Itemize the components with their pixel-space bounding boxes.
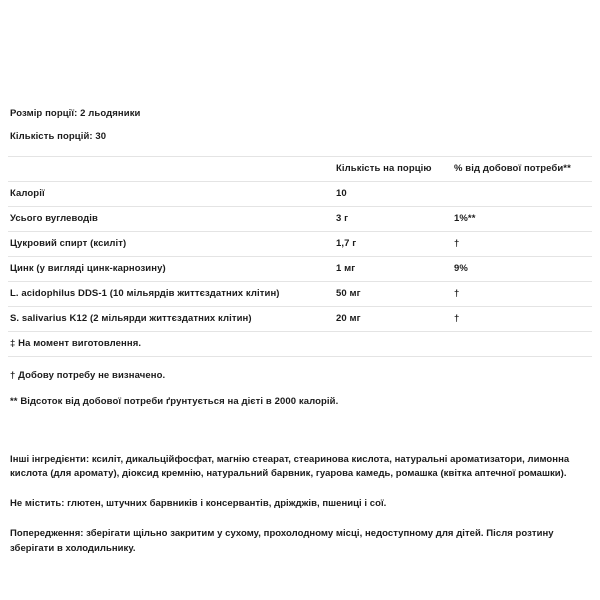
table-header <box>8 156 592 181</box>
nutrient-amount: 20 мг <box>334 306 452 331</box>
nutrient-amount: 1 мг <box>334 256 452 281</box>
nutrient-name: Цукровий спирт (ксиліт) <box>8 231 334 256</box>
nutrient-name: Цинк (у вигляді цинк-карнозину) <box>8 256 334 281</box>
column-header-percent-daily-value: % від добової потреби** <box>452 156 592 181</box>
serving-info <box>8 0 592 143</box>
table-row <box>8 206 592 231</box>
free-from-paragraph: Не містить: глютен, штучних барвників і консервантів, дріжджів, пшениці і сої. <box>10 498 387 509</box>
footnotes <box>8 370 592 408</box>
nutrient-amount: 3 г <box>334 206 452 231</box>
nutrient-name: L. acidophilus DDS-1 (10 мільярдів життєздатних клітин) <box>8 281 334 306</box>
label-paragraphs <box>8 453 592 556</box>
nutrient-name: Усього вуглеводів <box>8 206 334 231</box>
column-header-nutrient <box>8 156 334 181</box>
servings-per-container-line: Кількість порцій: 30 <box>10 130 107 142</box>
nutrient-daily-value: † <box>452 306 592 331</box>
footnote-percent-daily-value-basis: ** Відсоток від добової потреби ґрунтується на дієті в 2000 калорій. <box>10 395 339 407</box>
nutrient-name: Калорії <box>8 181 334 206</box>
nutrient-amount: 50 мг <box>334 281 452 306</box>
other-ingredients-paragraph: Інші інгредієнти: ксиліт, дикальційфосфат, магнію стеарат, стеаринова кислота, натуральні ароматизатори, лимонна кислота (для аромату), діоксид кремнію, натуральний барвник, гуарова камедь, ромашка (квітка аптечної ромашки). <box>10 453 570 479</box>
warning-paragraph: Попередження: зберігати щільно закритим у сухому, прохолодному місці, недоступному для дітей. Після розтину зберігати в холодильнику. <box>10 528 554 554</box>
nutrient-amount: 1,7 г <box>334 231 452 256</box>
column-header-amount-per-serving: Кількість на порцію <box>334 156 452 181</box>
table-row <box>8 256 592 281</box>
nutrient-daily-value <box>452 181 592 206</box>
nutrient-name: S. salivarius K12 (2 мільярди життєздатних клітин) <box>8 306 334 331</box>
nutrient-daily-value: † <box>452 231 592 256</box>
serving-size-line: Розмір порції: 2 льодяники <box>10 108 141 119</box>
table-row <box>8 306 592 331</box>
table-row <box>8 181 592 206</box>
table-row <box>8 281 592 306</box>
table-row <box>8 231 592 256</box>
nutrient-amount: 10 <box>334 181 452 206</box>
manufacture-note: ‡ На момент виготовлення. <box>8 331 592 356</box>
nutrient-daily-value: 9% <box>452 256 592 281</box>
nutrient-daily-value: 1%** <box>452 206 592 231</box>
manufacture-note-row <box>8 331 592 356</box>
nutrient-daily-value: † <box>452 281 592 306</box>
footnote-daily-value-not-established: † Добову потребу не визначено. <box>10 369 166 381</box>
table-header-row <box>8 156 592 181</box>
table-body <box>8 181 592 356</box>
supplement-facts-table <box>8 156 592 357</box>
